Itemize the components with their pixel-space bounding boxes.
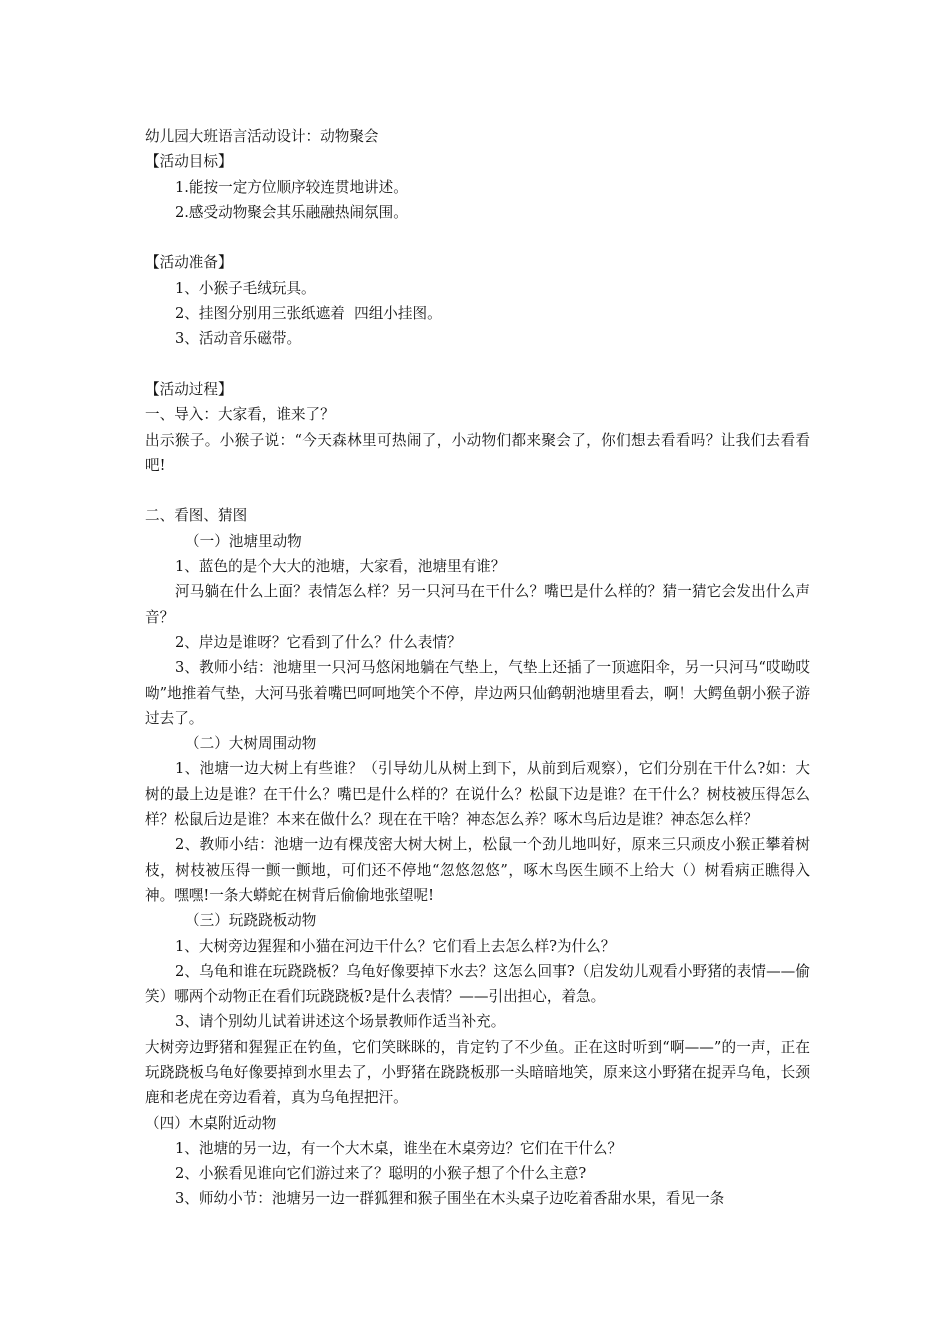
- question: 1、池塘的另一边，有一个大木桌，谁坐在木桌旁边？它们在干什么？: [175, 1139, 623, 1157]
- intro-heading: 一、导入：大家看，谁来了？: [145, 406, 335, 424]
- prep-item: 1、小猴子毛绒玩具。: [175, 279, 316, 297]
- part2-heading: 二、看图、猜图: [145, 507, 248, 525]
- section-heading: （二）大树周围动物: [185, 735, 317, 753]
- process-heading: 【活动过程】: [145, 380, 233, 398]
- question: 2、小猴看见谁向它们游过来了？聪明的小猴子想了个什么主意?: [175, 1165, 587, 1183]
- goals-heading: 【活动目标】: [145, 153, 233, 171]
- goal-item: 2.感受动物聚会其乐融融热闹氛围。: [175, 203, 408, 221]
- question: 1、蓝色的是个大大的池塘，大家看，池塘里有谁？: [175, 558, 506, 576]
- spacer: [145, 352, 810, 377]
- teacher-summary: 3、教师小结：池塘里一只河马悠闲地躺在气垫上，气垫上还插了一顶遮阳伞，另一只河马“哎呦哎呦”地推着气垫，大河马张着嘴巴呵呵地笑个不停，岸边两只仙鹤朝池塘里看去，啊！大鳄鱼朝小猴子游过去了。: [145, 659, 810, 727]
- question: 1、大树旁边猩猩和小猫在河边干什么？它们看上去怎么样?为什么？: [175, 937, 616, 955]
- spacer: [145, 225, 810, 250]
- question: 2、乌龟和谁在玩跷跷板？乌龟好像要掉下水去？这怎么回事?（启发幼儿观看小野猪的表情——偷笑）哪两个动物正在看们玩跷跷板?是什么表情？——引出担心，着急。: [145, 962, 810, 1006]
- prep-item: 2、挂图分别用三张纸遮着 四组小挂图。: [175, 305, 442, 323]
- spacer: [145, 478, 810, 503]
- section-heading: （一）池塘里动物: [185, 532, 302, 550]
- question: 1、池塘一边大树上有些谁？（引导幼儿从树上到下，从前到后观察），它们分别在干什么?如：大树的最上边是谁？在干什么？嘴巴是什么样的？在说什么？松鼠下边是谁？在干什么？树枝被压得怎么样？松鼠后边是谁？本来在做什么？现在在干啥？神态怎么养？啄木鸟后边是谁？神态怎么样？: [145, 760, 810, 829]
- document-title: 幼儿园大班语言活动设计：动物聚会: [145, 128, 379, 145]
- section-heading: （三）玩跷跷板动物: [185, 912, 317, 930]
- section-heading: （四）木桌附近动物: [145, 1114, 277, 1132]
- question: 3、请个别幼儿试着讲述这个场景教师作适当补充。: [175, 1013, 506, 1031]
- intro-text: 出示猴子。小猴子说：“今天森林里可热闹了，小动物们都来聚会了，你们想去看看吗？让我们去看看吧!: [145, 431, 810, 474]
- teacher-summary: 3、师幼小节：池塘另一边一群狐狸和猴子围坐在木头桌子边吃着香甜水果，看见一条: [175, 1190, 725, 1208]
- goal-item: 1.能按一定方位顺序较连贯地讲述。: [175, 178, 408, 196]
- question: 河马躺在什么上面？表情怎么样？另一只河马在干什么？嘴巴是什么样的？猜一猜它会发出什么声音？: [145, 583, 810, 626]
- prep-heading: 【活动准备】: [145, 254, 233, 272]
- prep-item: 3、活动音乐磁带。: [175, 330, 302, 348]
- teacher-summary: 2、教师小结：池塘一边有棵茂密大树大树上，松鼠一个劲儿地叫好，原来三只顽皮小猴正攀着树枝，树枝被压得一颤一颤地，可们还不停地“忽悠忽悠”，啄木鸟医生顾不上给大（）树看病正瞧得入神。嘿嘿!一条大蟒蛇在树背后偷偷地张望呢!: [145, 836, 810, 904]
- scene-summary: 大树旁边野猪和猩猩正在钓鱼，它们笑眯眯的，肯定钓了不少鱼。正在这时听到“啊——”的一声，正在玩跷跷板乌龟好像要掉到水里去了，小野猪在跷跷板那一头暗暗地笑，原来这小野猪在捉弄乌龟，长颈鹿和老虎在旁边看着，真为乌龟捏把汗。: [145, 1038, 810, 1107]
- document-page: [145, 124, 810, 1212]
- question: 2、岸边是谁呀？它看到了什么？什么表情？: [175, 633, 462, 651]
